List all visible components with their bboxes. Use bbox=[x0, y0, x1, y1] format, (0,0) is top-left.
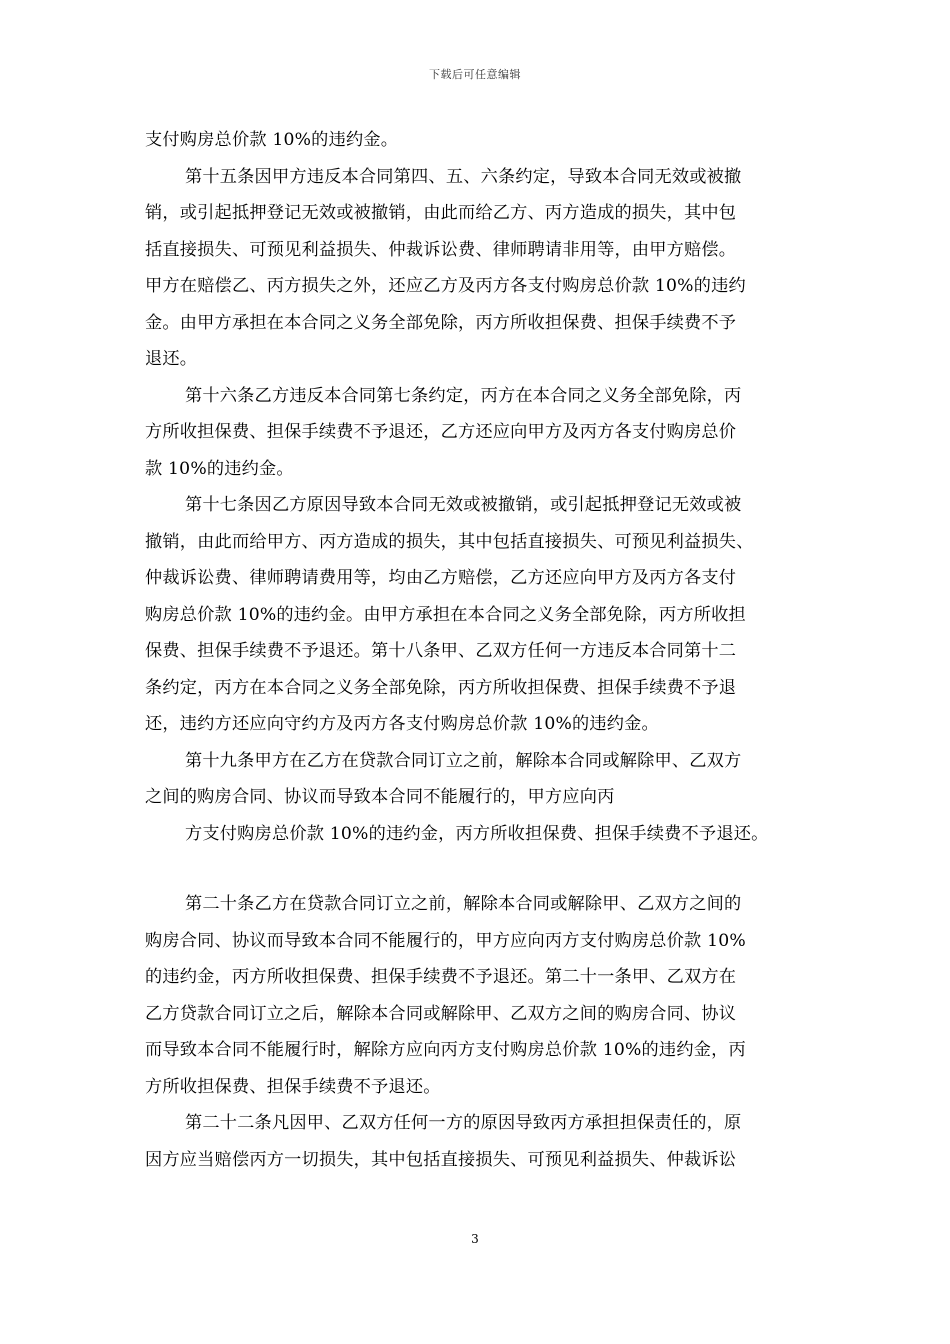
text-line: 购房合同、协议而导致本合同不能履行的，甲方应向丙方支付购房总价款 10% bbox=[145, 930, 746, 951]
text-line: 因方应当赔偿丙方一切损失，其中包括直接损失、可预见利益损失、仲裁诉讼 bbox=[145, 1149, 737, 1170]
page-header: 下载后可任意编辑 bbox=[429, 68, 521, 81]
text-line: 括直接损失、可预见利益损失、仲裁诉讼费、律师聘请非用等，由甲方赔偿。 bbox=[145, 239, 737, 260]
text-line: 保费、担保手续费不予退还。第十八条甲、乙双方任何一方违反本合同第十二 bbox=[145, 641, 737, 661]
text-line: 方所收担保费、担保手续费不予退还，乙方还应向甲方及丙方各支付购房总价 bbox=[145, 422, 737, 442]
text-line: 方所收担保费、担保手续费不予退还。 bbox=[145, 1076, 441, 1097]
text-line: 还，违约方还应向守约方及丙方各支付购房总价款 10%的违约金。 bbox=[145, 714, 659, 734]
text-line: 第十五条因甲方违反本合同第四、五、六条约定，导致本合同无效或被撤 bbox=[185, 166, 742, 187]
text-line: 之间的购房合同、协议而导致本合同不能履行的，甲方应向丙 bbox=[145, 787, 615, 807]
text-line: 第十七条因乙方原因导致本合同无效或被撤销，或引起抵押登记无效或被 bbox=[185, 495, 742, 515]
page-number: 3 bbox=[471, 1232, 479, 1246]
text-line: 第二十二条凡因甲、乙双方任何一方的原因导致丙方承担担保责任的，原 bbox=[185, 1113, 742, 1133]
text-line: 方支付购房总价款 10%的违约金，丙方所收担保费、担保手续费不予退还。 bbox=[185, 823, 769, 844]
text-line: 金。由甲方承担在本合同之义务全部免除，丙方所收担保费、担保手续费不予 bbox=[145, 312, 737, 333]
text-line: 第十六条乙方违反本合同第七条约定，丙方在本合同之义务全部免除，丙 bbox=[185, 385, 742, 406]
text-line: 仲裁诉讼费、律师聘请费用等，均由乙方赔偿，乙方还应向甲方及丙方各支付 bbox=[145, 568, 737, 588]
text-line: 而导致本合同不能履行时，解除方应向丙方支付购房总价款 10%的违约金，丙 bbox=[145, 1040, 746, 1060]
text-line: 款 10%的违约金。 bbox=[145, 458, 294, 479]
text-line: 支付购房总价款 10%的违约金。 bbox=[145, 130, 399, 150]
paragraph-gap bbox=[145, 852, 810, 886]
text-line: 条约定，丙方在本合同之义务全部免除，丙方所收担保费、担保手续费不予退 bbox=[145, 677, 737, 698]
text-line: 购房总价款 10%的违约金。由甲方承担在本合同之义务全部免除，丙方所收担 bbox=[145, 604, 746, 625]
text-line: 甲方在赔偿乙、丙方损失之外，还应乙方及丙方各支付购房总价款 10%的违约 bbox=[145, 276, 746, 296]
text-line: 销，或引起抵押登记无效或被撤销，由此而给乙方、丙方造成的损失，其中包 bbox=[145, 203, 737, 223]
text-line: 第十九条甲方在乙方在贷款合同订立之前，解除本合同或解除甲、乙双方 bbox=[185, 750, 742, 771]
text-line: 退还。 bbox=[145, 349, 198, 369]
text-line: 的违约金，丙方所收担保费、担保手续费不予退还。第二十一条甲、乙双方在 bbox=[145, 967, 737, 987]
text-line: 第二十条乙方在贷款合同订立之前，解除本合同或解除甲、乙双方之间的 bbox=[185, 894, 742, 914]
document-body bbox=[145, 122, 810, 1178]
text-line: 撤销，由此而给甲方、丙方造成的损失，其中包括直接损失、可预见利益损失、 bbox=[145, 531, 754, 552]
text-line: 乙方贷款合同订立之后，解除本合同或解除甲、乙双方之间的购房合同、协议 bbox=[145, 1003, 737, 1024]
